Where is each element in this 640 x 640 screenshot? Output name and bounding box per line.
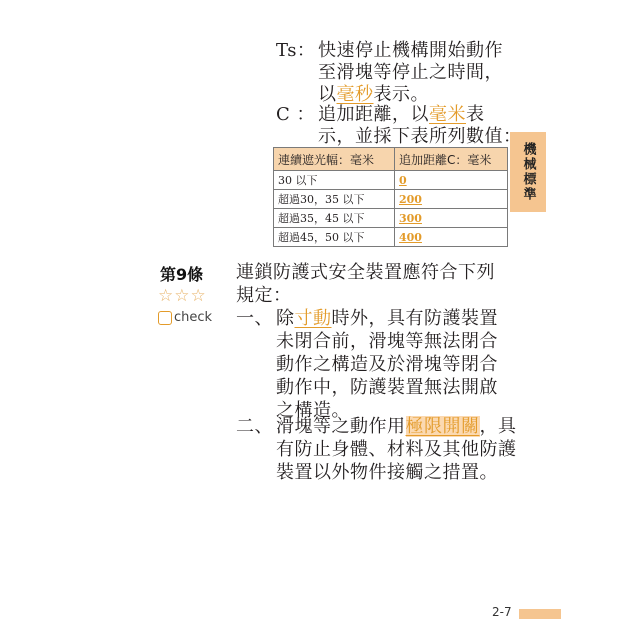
table-cell-value: 300 [395, 209, 508, 228]
c-line-1-pre: 追加距離，以 [318, 104, 429, 125]
table-cell-range: 超過45，50 以下 [274, 228, 395, 247]
item-2-line-2: 有防止身體、材料及其他防護 [276, 439, 517, 460]
limit-switch-highlight: 極限開關 [405, 416, 480, 437]
c-line-1-post: 表 [466, 104, 485, 125]
c-line-1 [318, 104, 485, 126]
table-cell-value: 0 [395, 171, 508, 190]
item-2-line-1-post: ，具 [479, 416, 517, 437]
ts-line-3-post: 表示。 [373, 84, 429, 105]
table-header-cell: 連續遮光幅：毫米 [274, 148, 395, 171]
table-cell-range: 超過30，35 以下 [274, 190, 395, 209]
ts-line-1: 快速停止機構開始動作 [318, 40, 503, 61]
table-cell-range: 30 以下 [274, 171, 395, 190]
check-label: check [174, 310, 213, 325]
table-row [274, 209, 508, 228]
c-line-2: 示，並採下表所列數值： [318, 126, 522, 147]
item-2-line-3: 裝置以外物件接觸之措置。 [276, 462, 498, 483]
table-header-row [274, 148, 508, 171]
table-row [274, 228, 508, 247]
item-1-line-3: 動作之構造及於滑塊等閉合 [276, 354, 498, 375]
article-line-2: 規定： [236, 285, 292, 306]
importance-stars: ☆☆☆ [158, 286, 207, 306]
item-1-line-1 [276, 308, 498, 330]
item-1-line-1-pre: 除 [276, 308, 295, 329]
item-2-line-1 [276, 416, 517, 438]
table-row [274, 171, 508, 190]
table-cell-range: 超過35，45 以下 [274, 209, 395, 228]
item-1-line-4: 動作中，防護裝置無法開啟 [276, 377, 498, 398]
inching-highlight: 寸動 [294, 308, 332, 329]
additional-distance-table [273, 147, 508, 247]
chapter-side-tab: 機械標準 [510, 132, 546, 212]
page-number: 2-7 [492, 605, 512, 619]
ts-line-2: 至滑塊等停止之時間， [318, 62, 503, 83]
table-cell-value: 400 [395, 228, 508, 247]
table-cell-value: 200 [395, 190, 508, 209]
item-2-marker: 二、 [236, 416, 273, 437]
review-check[interactable] [158, 310, 212, 325]
ts-unit-highlight: 毫秒 [336, 84, 374, 105]
ts-line-3 [318, 84, 429, 106]
item-1-line-1-post: 時外，具有防護裝置 [331, 308, 498, 329]
item-1-line-5: 之構造。 [276, 400, 350, 421]
page-number-bar [519, 609, 561, 619]
item-1-line-2: 未閉合前，滑塊等無法閉合 [276, 331, 498, 352]
c-label: C ： [276, 104, 315, 125]
item-2-line-1-pre: 滑塊等之動作用 [276, 416, 406, 437]
c-unit-highlight: 毫米 [429, 104, 466, 125]
article-line-1: 連鎖防護式安全裝置應符合下列 [236, 262, 495, 283]
table-header-cell: 追加距離C：毫米 [395, 148, 508, 171]
item-1-marker: 一、 [236, 308, 273, 329]
table-row [274, 190, 508, 209]
ts-line-3-pre: 以 [318, 84, 337, 105]
ts-label: Ts： [276, 40, 316, 61]
article-number: 第9條 [160, 265, 204, 284]
checkbox-icon[interactable] [158, 311, 172, 325]
